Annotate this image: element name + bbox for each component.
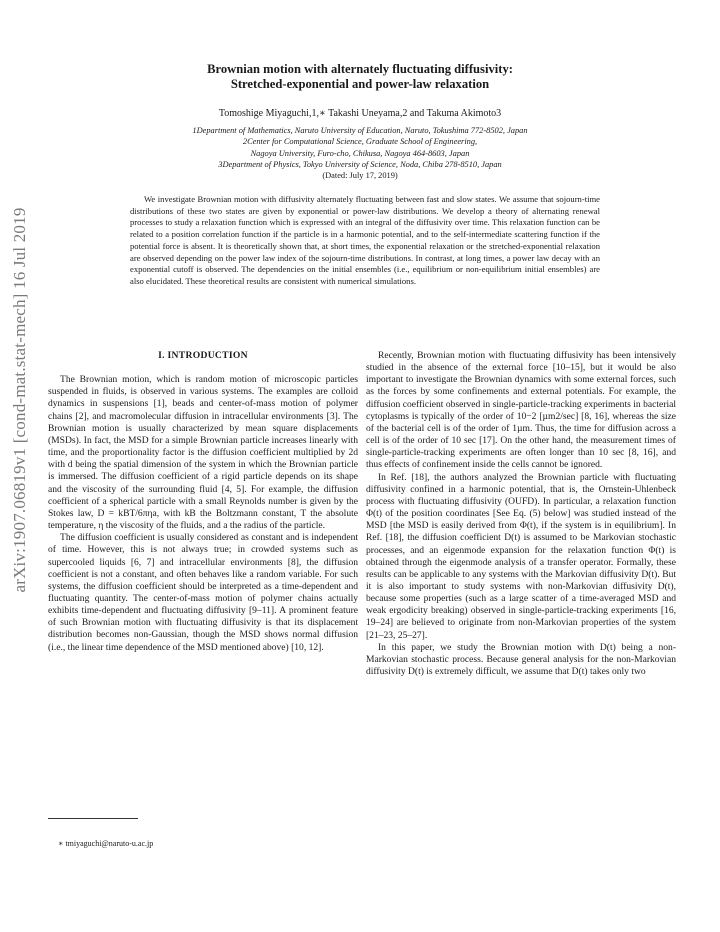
paragraph: Recently, Brownian motion with fluctuating diffusivity has been intensively studied in the absence of the external force [10–15], but it would be also important to investigate the Brownian dynamics with some external forces, such as the forces by some confinements and external potentials. For example, the diffusion coefficient observed in single-particle-tracking experiments in bacterial cytoplasms is typically of the order of 10−2 [µm2/sec] [8, 16], whereas the size of the bacterial cell is of the order of 1µm. Thus, the time for diffusion across a cell is of the order of 10 sec [17]. On the other hand, the measurement times of single-particle-tracking experiments are often longer than 10 sec [8, 16], and thus effects of confinement inside the cells cannot be ignored. xyxy=(366,350,676,471)
section-heading: I. INTRODUCTION xyxy=(158,350,248,361)
footnote: ∗ tmiyaguchi@naruto-u.ac.jp xyxy=(58,839,154,848)
paragraph: The diffusion coefficient is usually considered as constant and is independent of time. However, this is not always true; in crowded systems such as supercooled liquids [6, 7] and intracellular environments [8], the diffusion coefficient is not a constant, and often behaves like a random variable. For such systems, the diffusion coefficient should be interpreted as a time-dependent and fluctuating quantity. The center-of-mass motion of polymer chains actually exhibits time-dependent and fluctuating diffusivity [9–11]. A prominent feature of such Brownian motion with fluctuating diffusivity is that its displacement distribution becomes non-Gaussian, though the MSD shows normal diffusion (i.e., the linear time dependence of the MSD mentioned above) [10, 12]. xyxy=(48,532,358,653)
authors: Tomoshige Miyaguchi,1,∗ Takashi Uneyama,2 and Takuma Akimoto3 xyxy=(218,108,502,119)
abstract-text: We investigate Brownian motion with diffusivity alternately fluctuating between fast and slow states. We assume that sojourn-time distributions of these two states are given by exponential or power-law distributions. We develop a theory of alternating renewal processes to study a relaxation function which is expressed with an integral of the diffusivity over time. This relaxation function can be related to a position correlation function if the particle is in a harmonic potential, and to the self-intermediate scattering function if the potential force is absent. It is theoretically shown that, at short times, the exponential relaxation or the stretched-exponential relaxation are observed depending on the power law index of the sojourn-time distributions. In contrast, at long times, a power law decay with an exponential cutoff is observed. The dependencies on the initial ensembles (i.e., equilibrium or non-equilibrium initial ensembles) are also elucidated. These theoretical results are consistent with numerical simulations. xyxy=(130,194,600,286)
paragraph: In Ref. [18], the authors analyzed the Brownian particle with fluctuating diffusivity confined in a harmonic potential, that is, the Ornstein-Uhlenbeck process with fluctuating diffusivity (OUFD). In particular, a relaxation function Φ(t) of the position coordinates [See Eq. (5) below] was studied instead of the MSD [the MSD is easily derived from Φ(t), if the system is in equilibrium]. In Ref. [18], the diffusion coefficient D(t) is assumed to be Markovian stochastic processes, and an eigenmode expansion for the relaxation function Φ(t) is obtained through the eigenmode analysis of a transfer operator. Formally, these results can be applicable to any systems with the Markovian diffusivity D(t). But it is also important to study systems with non-Markovian diffusivity D(t), because some properties (such as a large scatter of a time-averaged MSD and weak ergodicity breaking) observed in single-particle-tracking experiments [16, 19–24] are believed to originate from non-Markovian properties of the system [21–23, 25–27]. xyxy=(366,471,676,641)
affiliation-3: 3Department of Physics, Tokyo University of Science, Noda, Chiba 278-8510, Japan xyxy=(218,159,502,169)
footnote-rule xyxy=(48,818,138,819)
arxiv-stamp xyxy=(0,140,40,660)
abstract xyxy=(130,194,600,288)
arxiv-stamp-text: arXiv:1907.06819v1 [cond-mat.stat-mech] 16 Jul 2019 xyxy=(10,207,29,593)
left-column xyxy=(48,350,358,654)
paragraph: In this paper, we study the Brownian motion with D(t) being a non-Markovian stochastic process. Because general analysis for the non-Markovian diffusivity D(t) is extremely difficult, we assume that D(t) takes only two xyxy=(366,641,676,678)
title-line-2: Stretched-exponential and power-law relaxation xyxy=(230,77,490,91)
paragraph: The Brownian motion, which is random motion of microscopic particles suspended in fluids, is observed in various systems. The examples are colloid dynamics in suspensions [1], beads and center-of-mass motion of polymer chains [2], and macromolecular diffusion in intracellular environments [3]. The Brownian motion is usually characterized by mean square displacements (MSDs). In fact, the MSD for a simple Brownian particle increases linearly with time, and the proportionality factor is the diffusion coefficient multiplied by 2d with d being the spatial dimension of the system in which the Brownian particle is immersed. The diffusion coefficient of a rigid particle depends on its shape and the viscosity of the surrounding fluid [4, 5]. For example, the diffusion coefficient of a spherical particle with a small Reynolds number is given by the Stokes law, D = kBT/6πηa, with kB the Boltzmann constant, T the absolute temperature, η the viscosity of the fluids, and a the radius of the particle. xyxy=(48,374,358,532)
affiliation-2: 2Center for Computational Science, Graduate School of Engineering, xyxy=(242,137,478,147)
right-column xyxy=(366,350,676,678)
paper-title xyxy=(0,62,720,92)
title-line-1: Brownian motion with alternately fluctuating diffusivity: xyxy=(207,62,513,76)
dated: (Dated: July 17, 2019) xyxy=(322,171,398,181)
affiliation-1: 1Department of Mathematics, Naruto University of Education, Naruto, Tokushima 772-8502, Japan xyxy=(192,126,528,135)
affiliations xyxy=(0,125,720,181)
affiliation-2-cont: Nagoya University, Furo-cho, Chikusa, Nagoya 464-8603, Japan xyxy=(250,148,470,158)
